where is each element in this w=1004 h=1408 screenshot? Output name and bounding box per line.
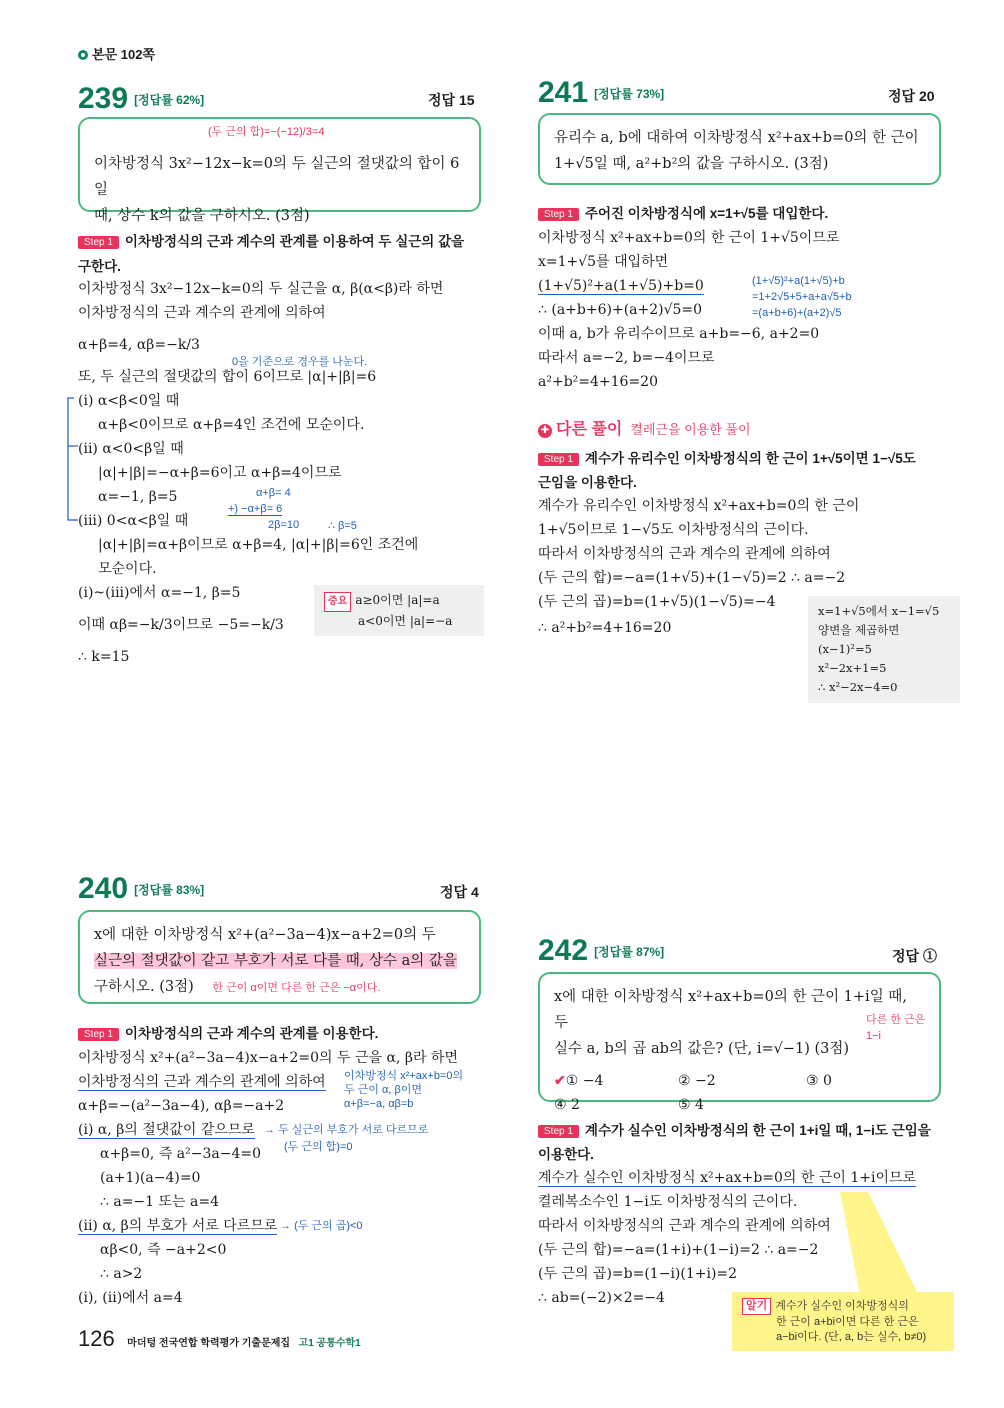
side-note: x=1+√5에서 x−1=√5 양변을 제곱하면 (x−1)²=5 x²−2x+1=5 ∴ x²−2x−4=0 xyxy=(808,596,960,703)
answer-label: 정답 4 xyxy=(440,884,479,900)
page-reference: 본문 102쪽 xyxy=(78,44,155,63)
solution-line: 이때 a, b가 유리수이므로 a+b=−6, a+2=0 xyxy=(538,326,820,342)
other-solution-header: ✚ 다른 풀이 켤레근을 이용한 풀이 xyxy=(538,416,751,439)
answer-label: 정답 20 xyxy=(888,88,935,104)
solution-line: x=1+√5를 대입하면 xyxy=(538,254,669,270)
page-number: 126 xyxy=(78,1326,115,1351)
problem-number: 240 xyxy=(78,872,129,905)
solution-line: 따라서 이차방정식의 근과 계수의 관계에 의하여 xyxy=(538,546,831,562)
annotation: → (두 근의 곱)<0 xyxy=(280,1220,363,1232)
solution-line: |α|+|β|=−α+β=6이고 α+β=4이므로 xyxy=(98,465,342,481)
solution-line: α+β=0, 즉 a²−3a−4=0 xyxy=(100,1146,262,1162)
question-box-240 xyxy=(78,910,481,1004)
solution-line: 따라서 이차방정식의 근과 계수의 관계에 의하여 xyxy=(538,1218,831,1234)
annotation: 이차방정식 x²+ax+b=0의 두 근이 α, β이면 α+β=−a, αβ=b xyxy=(344,1070,464,1110)
solution-line: (두 근의 합)=−a=(1+i)+(1−i)=2 ∴ a=−2 xyxy=(538,1242,819,1258)
solution-line: 이차방정식 x²+(a²−3a−4)x−a+2=0의 두 근을 α, β라 하면 xyxy=(78,1050,458,1066)
step-tag: Step 1 xyxy=(538,208,579,221)
question-text: 1+√5일 때, a²+b²의 값을 구하시오. (3점) xyxy=(554,156,829,172)
hint-sum-of-roots: (두 근의 합)=−(−12)/3=4 xyxy=(208,126,325,138)
solution-line: (i), (ii)에서 a=4 xyxy=(78,1290,183,1306)
annotation: 0을 기준으로 경우를 나눈다. xyxy=(232,356,368,368)
step-title: 근임을 이용한다. xyxy=(538,475,637,490)
solution-line: ∴ a=−1 또는 a=4 xyxy=(100,1194,220,1210)
step-header xyxy=(78,1022,378,1042)
solution-line: α+β<0이므로 α+β=4인 조건에 모순이다. xyxy=(98,417,365,433)
calc-line: 2β=10 xyxy=(268,519,300,531)
solution-line: 켤레복소수인 1−i도 이차방정식의 근이다. xyxy=(538,1194,798,1210)
solution-line: |α|+|β|=α+β이므로 α+β=4, |α|+|β|=6인 조건에 xyxy=(98,537,419,553)
step-title: 이차방정식의 근과 계수의 관계를 이용하여 두 실근의 값을 xyxy=(124,234,465,249)
solution-line: (i) α<β<0일 때 xyxy=(78,393,180,409)
question-hint: 다른 한 근은 1−i xyxy=(866,1014,926,1042)
important-badge: 중요 xyxy=(324,592,351,612)
solution-line: 이차방정식의 근과 계수의 관계에 의하여 xyxy=(78,305,326,321)
choice-1[interactable]: ✔① −4 xyxy=(554,1073,604,1089)
tip-box: 알기 계수가 실수인 이차방정식의 한 근이 a+bi이면 다른 한 근은 a−bi이다. (단, a, b는 실수, b≠0) xyxy=(732,1292,954,1351)
question-text: 실수 a, b의 곱 ab의 값은? (단, i=√−1) (3점) xyxy=(554,1041,850,1057)
step-tag: Step 1 xyxy=(538,1125,579,1138)
solution-line: a²+b²=4+16=20 xyxy=(538,374,658,390)
step-title: 계수가 유리수인 이차방정식의 한 근이 1+√5이면 1−√5도 xyxy=(584,451,916,466)
page-footer xyxy=(78,1326,361,1352)
tip-badge: 알기 xyxy=(742,1298,771,1315)
solution-line: (두 근의 곱)=b=(1−i)(1+i)=2 xyxy=(538,1266,738,1282)
solution-line: (ii) α, β의 부호가 서로 다르므로 xyxy=(78,1218,278,1234)
solution-line: 모순이다. xyxy=(98,561,157,577)
correct-rate: [정답률 83%] xyxy=(134,883,205,897)
solution-line: 이차방정식 3x²−12x−k=0의 두 실근을 α, β(α<β)라 하면 xyxy=(78,281,444,297)
step-tag: Step 1 xyxy=(78,1028,119,1041)
calc-line: ∴ β=5 xyxy=(328,520,357,532)
step-title: 구한다. xyxy=(78,259,121,274)
solution-line: αβ<0, 즉 −a+2<0 xyxy=(100,1242,227,1258)
calc-line: α+β= 4 xyxy=(256,487,291,499)
step-title: 이용한다. xyxy=(538,1147,594,1162)
star-icon: ✚ xyxy=(538,424,552,438)
problem-number: 242 xyxy=(538,934,589,967)
step-tag: Step 1 xyxy=(538,453,579,466)
circle-bullet-icon xyxy=(78,50,88,60)
problem-number: 241 xyxy=(538,76,589,109)
choice-5[interactable]: ⑤ 4 xyxy=(678,1097,704,1113)
solution-line: α=−1, β=5 xyxy=(98,489,178,505)
important-note: 중요 a≥0이면 |a|=a a<0이면 |a|=−a xyxy=(314,585,484,636)
step-header xyxy=(78,230,464,250)
question-text: 유리수 a, b에 대하여 이차방정식 x²+ax+b=0의 한 근이 xyxy=(554,130,919,146)
solution-line: 이차방정식의 근과 계수의 관계에 의하여 xyxy=(78,1074,326,1090)
step-title: 이차방정식의 근과 계수의 관계를 이용한다. xyxy=(124,1026,379,1041)
solution-line: (a+1)(a−4)=0 xyxy=(100,1170,201,1186)
question-text: x에 대한 이차방정식 x²+ax+b=0의 한 근이 1+i일 때, 두 xyxy=(554,989,907,1031)
step-title: 계수가 실수인 이차방정식의 한 근이 1+i일 때, 1−i도 근임을 xyxy=(584,1123,931,1138)
problem-242-header xyxy=(538,936,664,966)
solution-line: ∴ a²+b²=4+16=20 xyxy=(538,620,672,636)
question-text: 실근의 절댓값이 같고 부호가 서로 다를 때, 상수 a의 값을 xyxy=(94,953,457,969)
solution-line: ∴ a>2 xyxy=(100,1266,143,1282)
question-box-239 xyxy=(78,117,481,224)
problem-239-header xyxy=(78,84,204,114)
solution-line: α+β=−(a²−3a−4), αβ=−a+2 xyxy=(78,1098,285,1114)
question-text: 구하시오. (3점) 한 근이 α이면 다른 한 근은 −α이다. xyxy=(94,979,381,995)
step-header xyxy=(538,447,916,467)
solution-line: 계수가 유리수인 이차방정식 x²+ax+b=0의 한 근이 xyxy=(538,498,860,514)
step-header xyxy=(538,1119,931,1139)
correct-rate: [정답률 62%] xyxy=(134,93,205,107)
question-text: 때, 상수 k의 값을 구하시오. (3점) xyxy=(94,208,310,224)
choice-2[interactable]: ② −2 xyxy=(678,1073,716,1089)
solution-line: (두 근의 곱)=b=(1+√5)(1−√5)=−4 xyxy=(538,594,776,610)
annotation: (두 근의 합)=0 xyxy=(284,1141,353,1153)
solution-line: (1+√5)²+a(1+√5)+b=0 xyxy=(538,278,704,294)
problem-number: 239 xyxy=(78,82,129,115)
case-bracket xyxy=(66,360,216,530)
choice-4[interactable]: ④ 2 xyxy=(554,1097,580,1113)
book-level: 고1 공통수학1 xyxy=(298,1338,361,1349)
calc-line: +) −α+β= 6 xyxy=(228,503,283,515)
solution-line: 1+√5이므로 1−√5도 이차방정식의 근이다. xyxy=(538,522,809,538)
problem-240-header xyxy=(78,874,204,904)
problem-241-header xyxy=(538,78,664,108)
solution-line: (i) α, β의 절댓값이 같으므로 xyxy=(78,1122,255,1138)
solution-line: (iii) 0<α<β일 때 xyxy=(78,513,189,529)
answer-label: 정답 ① xyxy=(892,948,937,964)
solution-line: 이때 αβ=−k/3이므로 −5=−k/3 xyxy=(78,617,284,633)
solution-line: (i)~(iii)에서 α=−1, β=5 xyxy=(78,585,241,601)
solution-line: ∴ ab=(−2)×2=−4 xyxy=(538,1290,665,1306)
step-tag: Step 1 xyxy=(78,236,119,249)
answer-label: 정답 15 xyxy=(428,92,475,108)
annotation: (1+√5)²+a(1+√5)+b =1+2√5+5+a+a√5+b =(a+b+6)+(a+2)√5 xyxy=(752,275,852,319)
choice-list xyxy=(554,1068,925,1116)
annotation: → 두 실근의 부호가 서로 다르므로 xyxy=(264,1124,429,1136)
tip-pointer xyxy=(820,1190,930,1296)
step-title: 주어진 이차방정식에 x=1+√5를 대입한다. xyxy=(584,206,829,221)
solution-line: 이차방정식 x²+ax+b=0의 한 근이 1+√5이므로 xyxy=(538,230,840,246)
question-text: x에 대한 이차방정식 x²+(a²−3a−4)x−a+2=0의 두 xyxy=(94,927,436,943)
solution-line: (두 근의 합)=−a=(1+√5)+(1−√5)=2 ∴ a=−2 xyxy=(538,570,846,586)
step-header xyxy=(538,202,828,222)
solution-line: α+β=4, αβ=−k/3 xyxy=(78,337,200,353)
solution-line: ∴ k=15 xyxy=(78,649,130,665)
correct-rate: [정답률 73%] xyxy=(594,87,665,101)
solution-line: 따라서 a=−2, b=−4이므로 xyxy=(538,350,715,366)
question-text: 이차방정식 3x²−12x−k=0의 두 실근의 절댓값의 합이 6일 xyxy=(94,156,460,198)
correct-rate: [정답률 87%] xyxy=(594,945,665,959)
question-box-241 xyxy=(538,113,941,185)
solution-line: 또, 두 실근의 절댓값의 합이 6이므로 |α|+|β|=6 xyxy=(78,369,377,385)
book-title: 마더텅 전국연합 학력평가 기출문제집 xyxy=(127,1338,291,1349)
solution-line: 계수가 실수인 이차방정식 x²+ax+b=0의 한 근이 1+i이므로 xyxy=(538,1170,917,1186)
solution-line: (ii) α<0<β일 때 xyxy=(78,441,184,457)
choice-3[interactable]: ③ 0 xyxy=(806,1073,832,1089)
check-mark-icon: ✔ xyxy=(554,1073,566,1089)
solution-line: ∴ (a+b+6)+(a+2)√5=0 xyxy=(538,302,703,318)
